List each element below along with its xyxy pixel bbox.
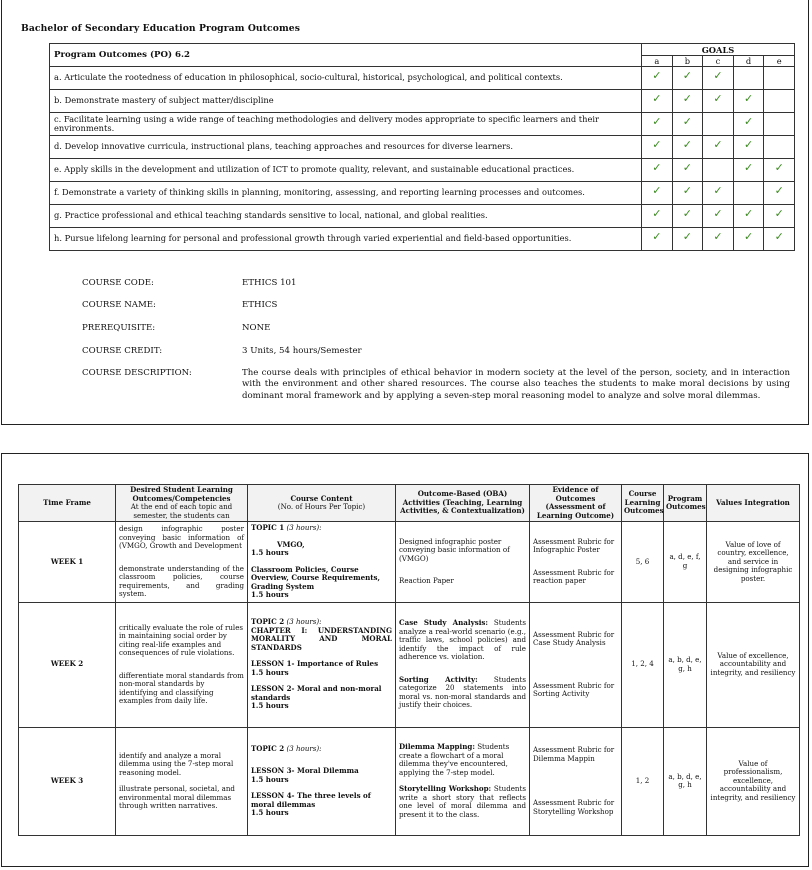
po-description: d. Develop innovative curricula, instructional plans, teaching approaches and resources for diverse learners. <box>50 136 642 159</box>
checkmark-icon: ✓ <box>652 160 662 174</box>
goal-cell-d <box>733 182 764 205</box>
goal-cell-d <box>733 67 764 90</box>
goal-cell-b <box>672 159 703 182</box>
header-values: Values Integration <box>707 485 800 522</box>
course-content-cell: TOPIC 1 (3 hours): VMGO, 1.5 hours Classroom Policies, Course Overview, Course Requirements, Grading System 1.5 hours <box>248 522 396 603</box>
header-oba-activities: Outcome-Based (OBA) Activities (Teaching, Learning Activities, & Contextualization) <box>396 485 530 522</box>
course-code-label: COURSE CODE: <box>82 278 154 288</box>
checkmark-icon: ✓ <box>652 114 662 128</box>
goal-cell-b <box>672 205 703 228</box>
goal-cell-b <box>672 67 703 90</box>
goal-cell-b <box>672 113 703 136</box>
learning-outcomes-cell: design infographic poster conveying basic information of (VMGO, Growth and Development demonstrate understanding of the classroom policies, course requirements, and grading system. <box>116 522 248 603</box>
goal-cell-d <box>733 113 764 136</box>
evidence-cell: Assessment Rubric for Case Study Analysis Assessment Rubric for Sorting Activity <box>530 602 622 727</box>
checkmark-icon: ✓ <box>713 137 723 151</box>
goal-cell-b <box>672 228 703 251</box>
course-name-label: COURSE NAME: <box>82 300 156 310</box>
goal-cell-a <box>642 182 673 205</box>
goal-cell-c <box>703 113 734 136</box>
goal-cell-e <box>764 113 795 136</box>
goal-cell-e <box>764 182 795 205</box>
goal-cell-c <box>703 159 734 182</box>
checkmark-icon: ✓ <box>652 91 662 105</box>
learning-outcomes-cell: identify and analyze a moral dilemma using the 7-step moral reasoning model. illustrate personal, societal, and environmental moral dilemmas through written narratives. <box>116 727 248 835</box>
goal-cell-e <box>764 159 795 182</box>
oba-activities-cell: Case Study Analysis: Students analyze a real-world scenario (e.g., traffic laws, school policies) and identify the impact of rule adherence vs. violation. Sorting Activity: Students categorize 20 statements into moral vs. non-moral standards and justify their choices. <box>396 602 530 727</box>
course-plan-page <box>1 453 809 867</box>
goal-cell-e <box>764 205 795 228</box>
evidence-cell: Assessment Rubric for Dilemma Mappin Assessment Rubric for Storytelling Workshop <box>530 727 622 835</box>
table-row <box>19 522 800 603</box>
learning-outcomes-cell: critically evaluate the role of rules in maintaining social order by citing real-life examples and consequences of rule violations. differentiate moral standards from non-moral standards by identifying and classifying examples from daily life. <box>116 602 248 727</box>
header-time-frame: Time Frame <box>19 485 116 522</box>
checkmark-icon: ✓ <box>713 91 723 105</box>
course-content-cell: TOPIC 2 (3 hours): LESSON 3- Moral Dilemma 1.5 hours LESSON 4- The three levels of moral dilemmas 1.5 hours <box>248 727 396 835</box>
clo-cell: 1, 2 <box>622 727 664 835</box>
goal-letter-a: a <box>642 56 673 67</box>
values-cell: Value of excellence, accountability and integrity, and resiliency <box>707 602 800 727</box>
prerequisite-value: NONE <box>242 323 271 333</box>
checkmark-icon: ✓ <box>774 206 784 220</box>
checkmark-icon: ✓ <box>713 229 723 243</box>
goal-cell-c <box>703 182 734 205</box>
goal-cell-d <box>733 228 764 251</box>
course-description-text: The course deals with principles of ethical behavior in modern society at the level of the person, society, and in interaction with the environment and other shared resources. The course also teaches the students to make moral decisions by using dominant moral framework and by applying a seven-step moral reasoning model to analyze and solve moral dilemmas. <box>242 368 790 401</box>
table-row <box>19 602 800 727</box>
checkmark-icon: ✓ <box>774 183 784 197</box>
po-header: Program Outcomes (PO) 6.2 <box>50 44 642 67</box>
checkmark-icon: ✓ <box>682 91 692 105</box>
po-row <box>50 205 795 228</box>
evidence-cell: Assessment Rubric for Infographic Poster Assessment Rubric for reaction paper <box>530 522 622 603</box>
goal-cell-e <box>764 90 795 113</box>
checkmark-icon: ✓ <box>682 68 692 82</box>
goal-cell-a <box>642 205 673 228</box>
goal-cell-e <box>764 228 795 251</box>
prerequisite-label: PREREQUISITE: <box>82 323 156 333</box>
checkmark-icon: ✓ <box>652 229 662 243</box>
goal-cell-d <box>733 136 764 159</box>
weekly-plan-table <box>18 484 800 836</box>
course-description-label: COURSE DESCRIPTION: <box>82 368 192 378</box>
week-label: WEEK 2 <box>19 602 116 727</box>
goal-letter-c: c <box>703 56 734 67</box>
po-row <box>50 67 795 90</box>
po-description: e. Apply skills in the development and utilization of ICT to promote quality, relevant, and sustainable educational practices. <box>50 159 642 182</box>
po-row <box>50 113 795 136</box>
goal-cell-c <box>703 90 734 113</box>
checkmark-icon: ✓ <box>743 206 754 220</box>
table-row <box>19 727 800 835</box>
header-learning-outcomes: Desired Student Learning Outcomes/Competencies At the end of each topic and semester, the students can <box>116 485 248 522</box>
goal-cell-a <box>642 67 673 90</box>
checkmark-icon: ✓ <box>713 68 723 82</box>
week-label: WEEK 3 <box>19 727 116 835</box>
course-credit-label: COURSE CREDIT: <box>82 346 163 356</box>
goal-cell-a <box>642 228 673 251</box>
goal-letter-d: d <box>733 56 764 67</box>
goal-cell-c <box>703 136 734 159</box>
checkmark-icon: ✓ <box>743 114 754 128</box>
checkmark-icon: ✓ <box>652 206 662 220</box>
goal-cell-a <box>642 113 673 136</box>
checkmark-icon: ✓ <box>713 206 723 220</box>
course-content-cell: TOPIC 2 (3 hours): CHAPTER I: UNDERSTANDING MORALITY AND MORAL STANDARDS LESSON 1- Importance of Rules 1.5 hours LESSON 2- Moral and non-moral standards 1.5 hours <box>248 602 396 727</box>
values-cell: Value of professionalism, excellence, accountability and integrity, and resiliency <box>707 727 800 835</box>
goal-cell-a <box>642 159 673 182</box>
oba-activities-cell: Dilemma Mapping: Students create a flowchart of a moral dilemma they've encountered, applying the 7-step model. Storytelling Workshop: Students write a short story that reflects one level of moral dilemma and present it to the class. <box>396 727 530 835</box>
goals-header: GOALS <box>642 44 795 56</box>
week-label: WEEK 1 <box>19 522 116 603</box>
checkmark-icon: ✓ <box>682 114 692 128</box>
goal-cell-d <box>733 205 764 228</box>
goal-cell-a <box>642 136 673 159</box>
checkmark-icon: ✓ <box>682 229 692 243</box>
checkmark-icon: ✓ <box>743 160 754 174</box>
po-description: a. Articulate the rootedness of education in philosophical, socio-cultural, historical, psychological, and political contexts. <box>50 67 642 90</box>
checkmark-icon: ✓ <box>743 229 754 243</box>
header-program-outcomes: Program Outcomes <box>664 485 707 522</box>
checkmark-icon: ✓ <box>652 183 662 197</box>
po-description: g. Practice professional and ethical teaching standards sensitive to local, national, and global realities. <box>50 205 642 228</box>
goal-cell-e <box>764 136 795 159</box>
goal-cell-b <box>672 182 703 205</box>
po-row <box>50 90 795 113</box>
po-description: b. Demonstrate mastery of subject matter/discipline <box>50 90 642 113</box>
header-course-content: Course Content (No. of Hours Per Topic) <box>248 485 396 522</box>
values-cell: Value of love of country, excellence, and service in designing infographic poster. <box>707 522 800 603</box>
checkmark-icon: ✓ <box>682 160 692 174</box>
checkmark-icon: ✓ <box>774 229 784 243</box>
po-cell: a, b, d, e, g, h <box>664 602 707 727</box>
header-clo: Course Learning Outcomes <box>622 485 664 522</box>
checkmark-icon: ✓ <box>652 137 662 151</box>
course-credit-value: 3 Units, 54 hours/Semester <box>242 346 362 356</box>
checkmark-icon: ✓ <box>682 183 692 197</box>
checkmark-icon: ✓ <box>682 206 692 220</box>
checkmark-icon: ✓ <box>743 91 754 105</box>
goal-cell-a <box>642 90 673 113</box>
course-name-value: ETHICS <box>242 300 278 310</box>
goal-cell-d <box>733 90 764 113</box>
po-table-body <box>50 67 795 251</box>
goal-letter-b: b <box>672 56 703 67</box>
goal-cell-d <box>733 159 764 182</box>
checkmark-icon: ✓ <box>652 68 662 82</box>
document-title: Bachelor of Secondary Education Program Outcomes <box>21 23 301 34</box>
goal-cell-b <box>672 136 703 159</box>
checkmark-icon: ✓ <box>682 137 692 151</box>
po-cell: a, d, e, f, g <box>664 522 707 603</box>
po-row <box>50 182 795 205</box>
po-description: f. Demonstrate a variety of thinking skills in planning, monitoring, assessing, and reporting learning processes and outcomes. <box>50 182 642 205</box>
clo-cell: 5, 6 <box>622 522 664 603</box>
goal-cell-c <box>703 67 734 90</box>
header-evidence: Evidence of Outcomes (Assessment of Learning Outcome) <box>530 485 622 522</box>
po-row <box>50 159 795 182</box>
course-code-value: ETHICS 101 <box>242 278 297 288</box>
program-outcomes-page <box>1 0 809 425</box>
checkmark-icon: ✓ <box>743 137 754 151</box>
po-cell: a, b, d, e, g, h <box>664 727 707 835</box>
program-outcomes-table <box>49 43 795 251</box>
po-description: c. Facilitate learning using a wide range of teaching methodologies and delivery modes appropriate to specific learners and their environments. <box>50 113 642 136</box>
oba-activities-cell: Designed infographic poster conveying basic information of (VMGO) Reaction Paper <box>396 522 530 603</box>
clo-cell: 1, 2, 4 <box>622 602 664 727</box>
goal-cell-b <box>672 90 703 113</box>
goal-cell-e <box>764 67 795 90</box>
po-description: h. Pursue lifelong learning for personal and professional growth through varied experiential and field-based opportunities. <box>50 228 642 251</box>
checkmark-icon: ✓ <box>774 160 784 174</box>
po-row <box>50 228 795 251</box>
goal-cell-c <box>703 205 734 228</box>
po-row <box>50 136 795 159</box>
goal-letter-e: e <box>764 56 795 67</box>
goal-cell-c <box>703 228 734 251</box>
checkmark-icon: ✓ <box>713 183 723 197</box>
